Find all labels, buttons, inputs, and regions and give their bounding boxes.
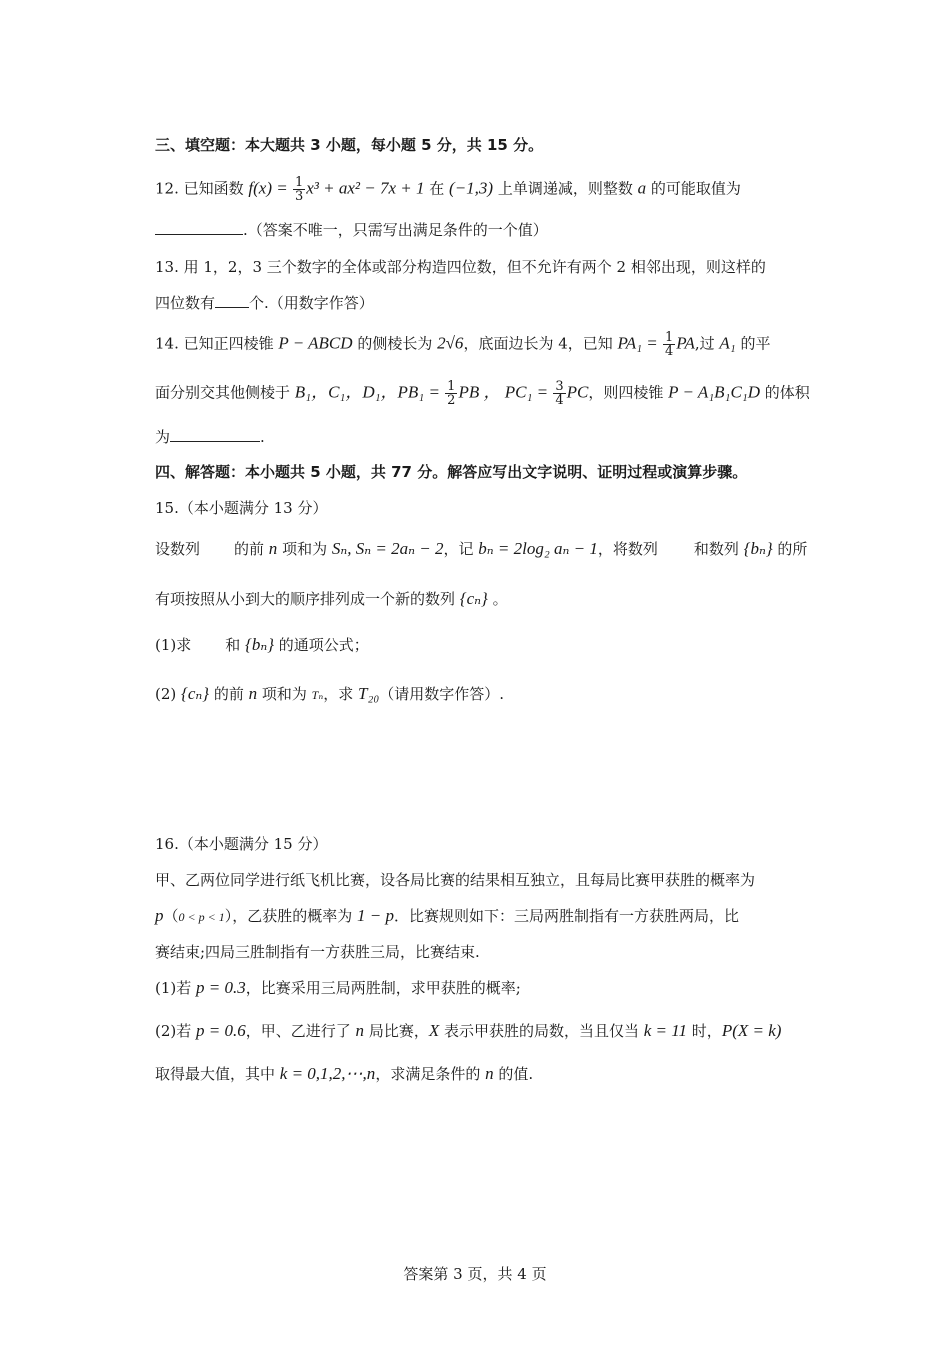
section4-title: 四、解答题：本小题共 5 小题，共 77 分。解答应写出文字说明、证明过程或演算步骤。 xyxy=(155,463,748,481)
q12-end: 的可能取值为 xyxy=(646,179,741,198)
q14-l1a: 14. 已知正四棱锥 xyxy=(155,334,279,353)
q12-line1 xyxy=(155,176,805,203)
q16-p-range: 0 < p < 1 xyxy=(178,910,225,924)
q14-sub-pyramid: P − A₁B₁C₁D xyxy=(668,382,760,402)
q12-line2 xyxy=(155,219,805,241)
q14-l2a: 面分别交其他侧棱于 xyxy=(155,383,295,402)
q15-p2e: 项和为 xyxy=(257,685,312,703)
q14-frac3: $\frac{3}{4}$ xyxy=(555,379,564,408)
q14-line2 xyxy=(155,379,810,408)
q14-pa1: PA₁ = xyxy=(617,333,662,353)
q15-p1d: 的通项公式； xyxy=(274,636,369,654)
q14-l1c: 的侧棱长为 xyxy=(352,334,438,353)
q15-line2 xyxy=(155,588,805,610)
q12-var: a xyxy=(637,178,647,198)
q12-frac: $\frac{1}{3}$ xyxy=(294,175,304,204)
q15-p2i: （请用数字作答）. xyxy=(379,685,505,703)
q14-pa: PA xyxy=(676,333,695,353)
q14-l2f: ，则四棱锥 xyxy=(588,383,669,402)
q16-p-eq-03: p = 0.3 xyxy=(196,978,246,997)
q16-k-eq-11: k = 11 xyxy=(643,1021,688,1040)
q15-sum-formula: Sₙ, Sₙ = 2aₙ − 2 xyxy=(331,539,444,558)
q14-frac2: $\frac{1}{2}$ xyxy=(447,379,456,408)
q12-line2-text: .（答案不唯一，只需写出满足条件的一个值） xyxy=(243,221,548,239)
q14-pyramid: P − ABCD xyxy=(278,333,353,353)
q15-t20: T₂₀ xyxy=(357,684,380,703)
q14-points: B₁，C₁，D₁，PB₁ = xyxy=(294,382,445,402)
q16-p2a: (2)若 xyxy=(155,1022,197,1040)
q14-l1h: ,过 xyxy=(694,334,720,353)
q16-part1 xyxy=(155,977,805,999)
q14-l2h: 的体积 xyxy=(760,383,810,402)
q15-p2c: 的前 xyxy=(209,685,249,703)
q16-head: 16.（本小题满分 15 分） xyxy=(155,835,328,853)
section3-title: 三、填空题：本大题共 3 小题，每小题 5 分，共 15 分。 xyxy=(155,136,544,154)
q16-line3: 赛结束;四局三胜制指有一方获胜三局，比赛结束. xyxy=(155,943,480,961)
q16-line2 xyxy=(155,905,805,928)
q12-expr: x³ + ax² − 7x + 1 xyxy=(306,178,425,198)
q16-l2b: （ xyxy=(163,907,179,925)
q15-line1 xyxy=(155,538,808,560)
q16-k-range: k = 0,1,2,⋯,n xyxy=(279,1064,376,1083)
q13-line2b: 个.（用数字作答） xyxy=(249,294,374,312)
q16-p: p xyxy=(155,906,164,925)
q14-l3a: 为 xyxy=(155,428,171,446)
q14-a1: A₁ xyxy=(719,333,736,353)
q16-n2: n xyxy=(485,1064,494,1083)
q16-p1c: ，比赛采用三局两胜制，求甲获胜的概率; xyxy=(245,979,521,997)
q16-l2d: ），乙获胜的概率为 xyxy=(224,907,357,925)
q15-l1k: 的所 xyxy=(772,540,808,558)
q16-line1: 甲、乙两位同学进行纸飞机比赛，设各局比赛的结果相互独立，且每局比赛甲获胜的概率为 xyxy=(155,871,756,889)
q15-n: n xyxy=(268,539,278,558)
q14-line3 xyxy=(155,426,805,448)
q16-p2c: ，甲、乙进行了 xyxy=(245,1022,356,1040)
q16-part2 xyxy=(155,1020,805,1042)
q13-line2a: 四位数有 xyxy=(155,294,216,312)
q13-answer-blank xyxy=(215,293,249,308)
q15-l1h: ，将数列 xyxy=(597,540,658,558)
q12-mid: 在 xyxy=(424,179,450,198)
q15-p2a: (2) xyxy=(155,685,182,703)
q15-p1b: 和 xyxy=(225,636,246,654)
q15-b-formula: bₙ = 2log₂ aₙ − 1 xyxy=(478,539,598,558)
q15-p2-n: n xyxy=(248,684,258,703)
q14-l3b: . xyxy=(260,428,265,446)
q16-prob: P(X = k) xyxy=(721,1021,782,1040)
q15-p2-cn: {cₙ} xyxy=(181,684,210,703)
q15-tn: Tₙ xyxy=(311,688,324,702)
q14-pc1: ， PC₁ = xyxy=(479,382,553,402)
page-footer: 答案第 3 页，共 4 页 xyxy=(403,1265,547,1283)
q15-p2g: ，求 xyxy=(323,685,358,703)
q14-edge-length: 2√6 xyxy=(437,333,464,353)
q16-p3a: 取得最大值，其中 xyxy=(155,1065,280,1083)
q15-bn: {bₙ} xyxy=(743,539,773,558)
q12-func: f(x) = xyxy=(248,178,292,198)
q14-line1 xyxy=(155,331,805,358)
q13-line1: 13. 用 1，2，3 三个数字的全体或部分构造四位数，但不允许有两个 2 相邻出现，则这样的 xyxy=(155,258,766,276)
q16-p2e: 局比赛， xyxy=(364,1022,429,1040)
q16-one-minus-p: 1 − p xyxy=(357,906,394,925)
q15-head: 15.（本小题满分 13 分） xyxy=(155,499,328,517)
q16-p-eq-06: p = 0.6 xyxy=(196,1021,246,1040)
q15-part1 xyxy=(155,634,805,656)
q15-l2a: 有项按照从小到大的顺序排列成一个新的数列 xyxy=(155,590,460,608)
q15-part2 xyxy=(155,683,805,706)
q16-n: n xyxy=(355,1021,365,1040)
q16-p3e: 的值. xyxy=(493,1065,534,1083)
q13-line2 xyxy=(155,292,805,314)
q12-suffix: 上单调递减，则整数 xyxy=(493,179,638,198)
q12-answer-blank xyxy=(155,220,243,235)
q15-l1i: 和数列 xyxy=(693,540,744,558)
q14-answer-blank xyxy=(170,427,260,442)
q14-l1j: 的平 xyxy=(735,334,771,353)
q16-x: X xyxy=(428,1021,440,1040)
q15-l1d: 项和为 xyxy=(277,540,332,558)
q14-l1e: ，底面边长为 4，已知 xyxy=(463,334,618,353)
q16-l2f: ．比赛规则如下：三局两胜制指有一方获胜两局，比 xyxy=(393,907,739,925)
q15-l2c: 。 xyxy=(487,590,508,608)
q16-p1a: (1)若 xyxy=(155,979,197,997)
q16-p2g: 表示甲获胜的局数，当且仅当 xyxy=(439,1022,644,1040)
q15-p1-bn: {bₙ} xyxy=(245,635,275,654)
q16-part2-cont xyxy=(155,1063,805,1085)
q14-frac1: $\frac{1}{4}$ xyxy=(665,330,674,359)
q15-l1f: ，记 xyxy=(443,540,479,558)
q15-l1a: 设数列 xyxy=(155,540,201,558)
q15-l1b: 的前 xyxy=(234,540,269,558)
q16-p3c: ，求满足条件的 xyxy=(375,1065,486,1083)
q16-p2i: 时， xyxy=(687,1022,722,1040)
q15-p1a: (1)求 xyxy=(155,636,192,654)
q14-pc: PC xyxy=(566,382,589,402)
q12-interval: (−1,3) xyxy=(449,178,494,198)
q12-prefix: 12. 已知函数 xyxy=(155,179,249,198)
q15-cn: {cₙ} xyxy=(459,589,488,608)
q14-pb: PB xyxy=(458,382,480,402)
